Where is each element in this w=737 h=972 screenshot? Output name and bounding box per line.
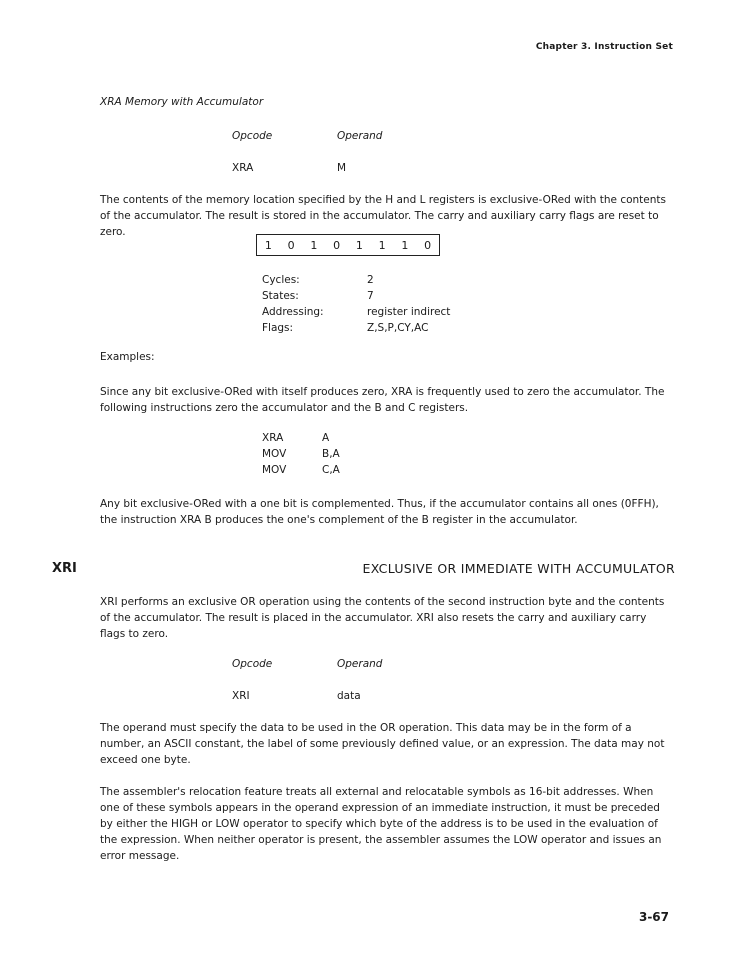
operand-label: Operand (337, 130, 383, 142)
xri-relocation-paragraph: The assembler's relocation feature treats all external and relocatable symbols as 16-bit addresses. When one of these symbols appears in the operand expression of an immediate instruction, it must be preceded by either the HIGH or LOW operator to specify which byte of the address is to be used in the evaluation of the expression. When neither operator is present, the assembler assumes the LOW operator and issues an error message. (100, 786, 662, 862)
opcode-value: XRA (232, 162, 254, 174)
opcode-label: Opcode (232, 130, 273, 142)
code-arg: A (322, 432, 330, 444)
description-paragraph: The contents of the memory location specified by the H and L registers is exclusive-ORed with the contents of the accumulator. The result is stored in the accumulator. The carry and auxiliary carry flags are reset to zero. (100, 194, 666, 238)
bit-pattern-box (256, 234, 440, 256)
xri-operand-label: Operand (337, 658, 383, 670)
code-op: MOV (262, 448, 287, 460)
code-op: XRA (262, 432, 284, 444)
bit: 1 (401, 238, 409, 252)
page-number: 3-67 (638, 910, 669, 924)
spec-value: register indirect (367, 306, 451, 318)
spec-label: States: (262, 290, 299, 302)
xri-title: EXCLUSIVE OR IMMEDIATE WITH ACCUMULATOR (362, 561, 675, 576)
code-arg: C,A (322, 464, 340, 476)
bit: 0 (333, 238, 341, 252)
xri-operand-value: data (337, 690, 361, 702)
complement-paragraph: Any bit exclusive-ORed with a one bit is complemented. Thus, if the accumulator contains all ones (0FFH), the instruction XRA B produces the one's complement of the B register in the accumulator. (100, 498, 659, 526)
xri-mnemonic-heading: XRI (52, 561, 77, 576)
examples-label: Examples: (100, 351, 155, 363)
spec-value: 2 (367, 274, 374, 286)
spec-label: Cycles: (262, 274, 300, 286)
xri-description: XRI performs an exclusive OR operation using the contents of the second instruction byte and the contents of the accumulator. The result is placed in the accumulator. XRI also resets the carry and auxiliary carry flags to zero. (100, 596, 665, 640)
xri-opcode-value: XRI (232, 690, 250, 702)
operand-value: M (337, 162, 347, 174)
bit: 1 (355, 238, 363, 252)
spec-value: 7 (367, 290, 374, 302)
bit: 0 (287, 238, 295, 252)
section-subtitle: XRA Memory with Accumulator (100, 96, 264, 108)
running-header: Chapter 3. Instruction Set (535, 42, 673, 52)
code-op: MOV (262, 464, 287, 476)
spec-label: Addressing: (262, 306, 324, 318)
spec-value: Z,S,P,CY,AC (367, 322, 429, 334)
bit: 0 (424, 238, 432, 252)
bit: 1 (378, 238, 386, 252)
spec-label: Flags: (262, 322, 294, 334)
xri-opcode-label: Opcode (232, 658, 273, 670)
bit: 1 (310, 238, 318, 252)
code-arg: B,A (322, 448, 340, 460)
examples-paragraph: Since any bit exclusive-ORed with itself produces zero, XRA is frequently used to zero the accumulator. The following instructions zero the accumulator and the B and C registers. (100, 386, 665, 414)
xri-operand-paragraph: The operand must specify the data to be used in the OR operation. This data may be in the form of a number, an ASCII constant, the label of some previously defined value, or an expression. The data may not exceed one byte. (100, 722, 665, 766)
bit: 1 (264, 238, 272, 252)
